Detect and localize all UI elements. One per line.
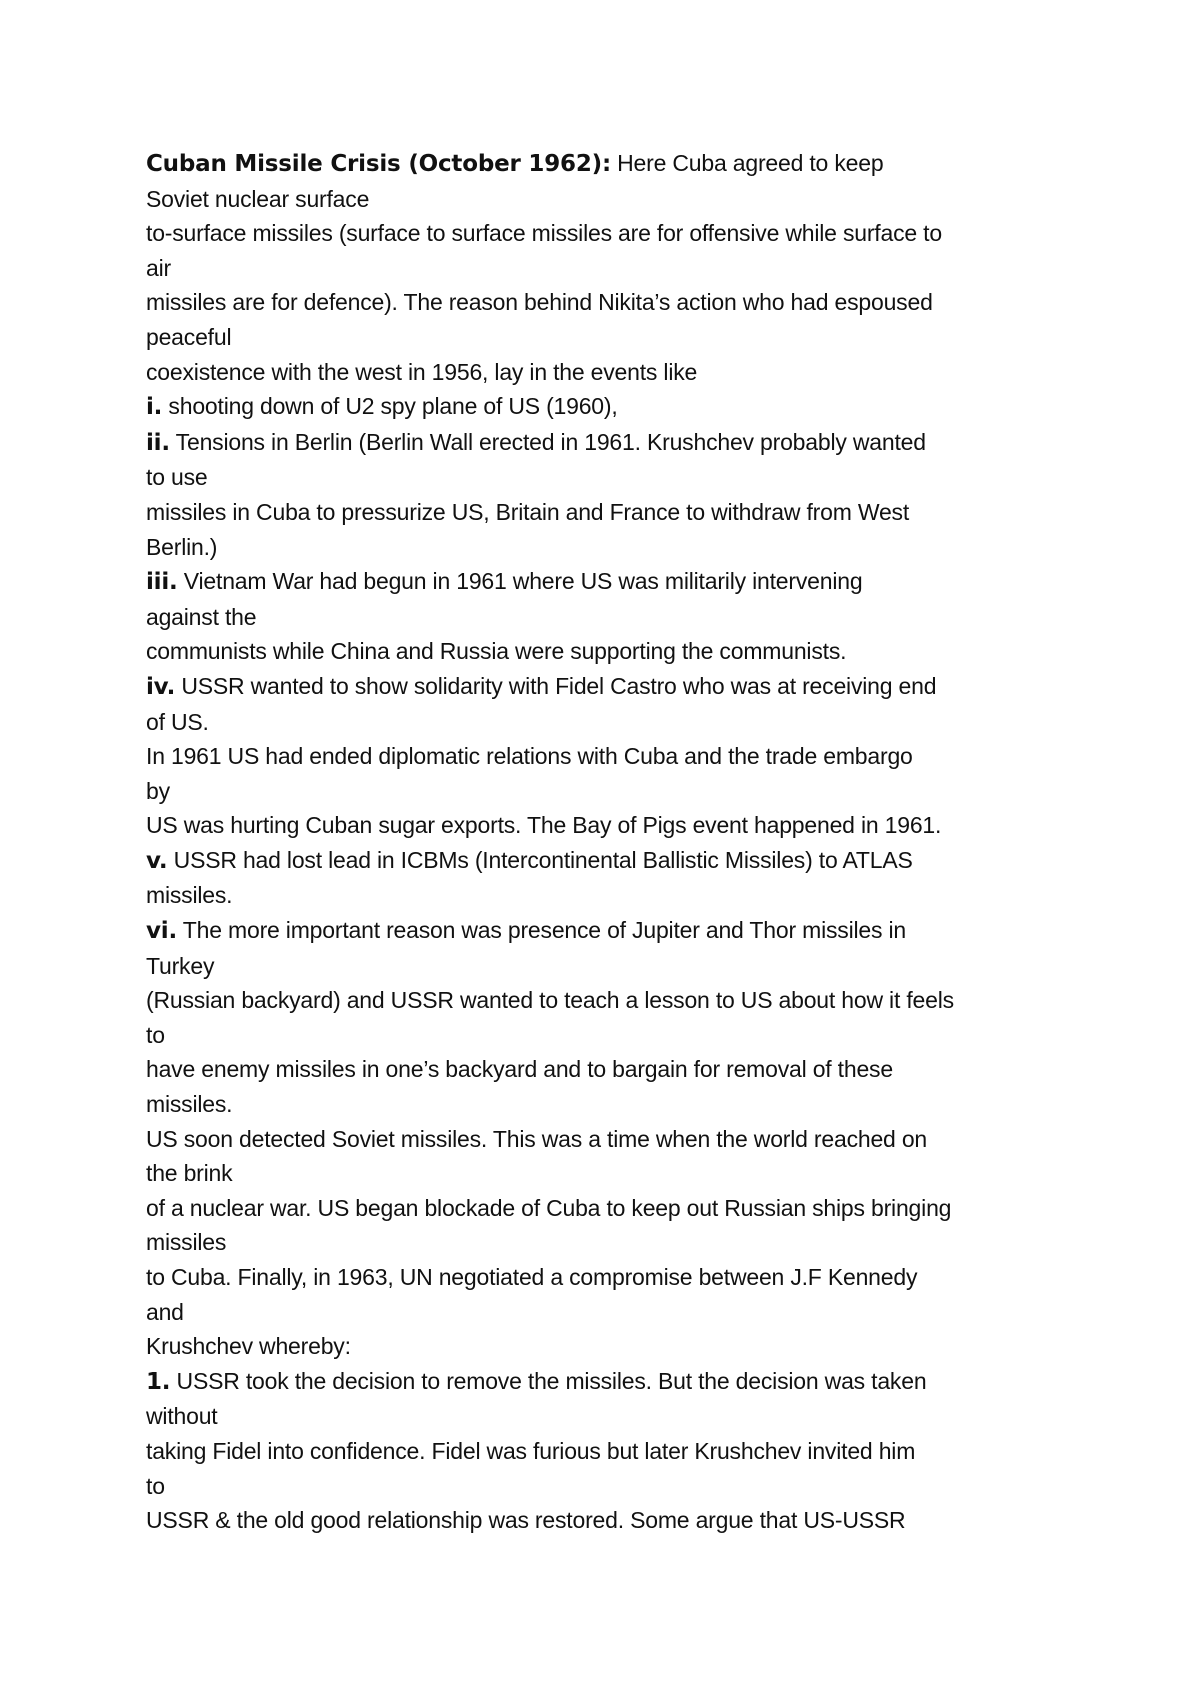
line-text: without [146, 1403, 218, 1430]
line-text: US soon detected Soviet missiles. This was a time when the world reached on [146, 1125, 928, 1152]
line-text: shooting down of U2 spy plane of US (1960), [162, 393, 618, 420]
list-marker: vi. [146, 918, 178, 945]
text-line [146, 1052, 1086, 1087]
text-line [146, 1225, 1086, 1260]
text-line [146, 460, 1086, 495]
line-text: The more important reason was presence of Jupiter and Thor missiles in [177, 917, 906, 944]
text-line [146, 425, 1086, 461]
line-text: missiles in Cuba to pressurize US, Britain and France to withdraw from West [146, 498, 910, 525]
text-line [146, 530, 1086, 565]
line-text: and [146, 1298, 184, 1325]
text-line [146, 669, 1086, 705]
line-text: to [146, 1472, 165, 1499]
text-line [146, 285, 1086, 320]
list-marker: i. [146, 394, 163, 421]
text-line [146, 913, 1086, 949]
text-line [146, 1329, 1086, 1364]
line-text: missiles [146, 1229, 227, 1256]
list-marker: v. [146, 847, 168, 874]
text-line [146, 216, 1086, 251]
line-text: Tensions in Berlin (Berlin Wall erected in 1961. Krushchev probably wanted [169, 428, 926, 455]
heading-tail: Here Cuba agreed to keep [610, 150, 884, 176]
line-text: to use [146, 464, 208, 491]
document-heading: Cuban Missile Crisis (October 1962): [146, 151, 611, 177]
line-text: Berlin.) [146, 533, 218, 560]
line-text: have enemy missiles in one’s backyard and to bargain for removal of these [146, 1056, 893, 1083]
text-line [146, 600, 1086, 635]
line-text: missiles are for defence). The reason behind Nikita’s action who had espoused [146, 289, 933, 316]
text-line [146, 320, 1086, 355]
text-line [146, 389, 1086, 425]
list-marker: iv. [146, 673, 176, 700]
line-text: to Cuba. Finally, in 1963, UN negotiated a compromise between J.F Kennedy [146, 1264, 918, 1290]
line-text: USSR & the old good relationship was restored. Some argue that US-USSR [146, 1507, 906, 1534]
line-text: Vietnam War had begun in 1961 where US was militarily intervening [177, 568, 863, 595]
line-text: US was hurting Cuban sugar exports. The Bay of Pigs event happened in 1961. [146, 812, 942, 839]
text-line [146, 251, 1086, 286]
list-marker: iii. [146, 569, 178, 596]
line-text: communists while China and Russia were supporting the communists. [146, 638, 847, 665]
text-line [146, 983, 1086, 1018]
list-marker: 1. [146, 1368, 171, 1395]
line-text: USSR took the decision to remove the missiles. But the decision was taken [170, 1367, 927, 1394]
text-line [146, 1156, 1086, 1191]
text-line [146, 878, 1086, 913]
line-text: air [146, 254, 171, 281]
line-text: of a nuclear war. US began blockade of Cuba to keep out Russian ships bringing [146, 1194, 952, 1221]
text-line [146, 1469, 1086, 1504]
line-text: against the [146, 603, 257, 630]
text-line [146, 1399, 1086, 1434]
line-text: peaceful [146, 323, 232, 350]
line-text: In 1961 US had ended diplomatic relations with Cuba and the trade embargo [146, 743, 913, 770]
text-line [146, 1503, 1086, 1538]
line-text: Soviet nuclear surface [146, 185, 370, 212]
text-line [146, 705, 1086, 740]
text-line [146, 634, 1086, 669]
text-line [146, 1260, 1086, 1295]
line-text: to-surface missiles (surface to surface missiles are for offensive while surface to [146, 220, 942, 247]
text-line [146, 1087, 1086, 1122]
text-line [146, 182, 1086, 217]
line-text: coexistence with the west in 1956, lay in the events like [146, 358, 698, 385]
line-text: taking Fidel into confidence. Fidel was furious but later Krushchev invited him [146, 1437, 916, 1464]
list-marker: ii. [146, 429, 170, 456]
text-line [146, 1364, 1086, 1400]
text-line [146, 564, 1086, 600]
text-line [146, 355, 1086, 390]
text-line [146, 739, 1086, 774]
line-text: USSR had lost lead in ICBMs (Intercontinental Ballistic Missiles) to ATLAS [167, 846, 913, 873]
line-text: to [146, 1021, 165, 1048]
line-text: Turkey [146, 952, 215, 979]
text-line [146, 808, 1086, 843]
text-line [146, 1295, 1086, 1330]
heading-line [146, 146, 1086, 182]
document-body [146, 146, 1086, 1538]
text-line [146, 774, 1086, 809]
text-line [146, 1191, 1086, 1226]
text-line [146, 1434, 1086, 1469]
line-text: Krushchev whereby: [146, 1333, 351, 1360]
line-text: the brink [146, 1160, 233, 1187]
line-text: of US. [146, 708, 209, 735]
line-text: USSR wanted to show solidarity with Fidel Castro who was at receiving end [175, 672, 937, 699]
text-line [146, 1018, 1086, 1053]
text-line [146, 495, 1086, 530]
line-text: (Russian backyard) and USSR wanted to teach a lesson to US about how it feels [146, 987, 954, 1014]
line-text: by [146, 777, 170, 804]
text-line [146, 843, 1086, 879]
line-text: missiles. [146, 882, 233, 909]
text-line [146, 949, 1086, 984]
text-line [146, 1122, 1086, 1157]
line-text: missiles. [146, 1091, 233, 1118]
